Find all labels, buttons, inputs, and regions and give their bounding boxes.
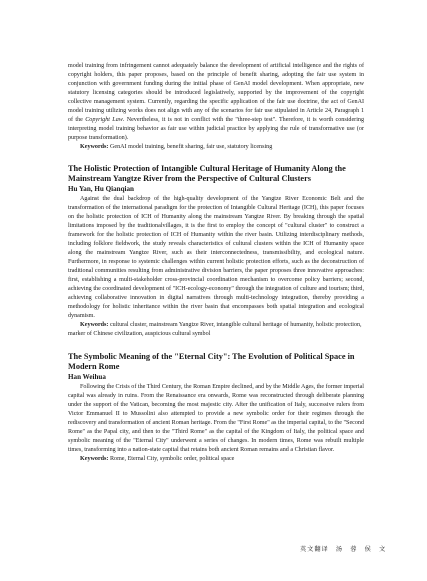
section1-body-text: model training from infringement cannot adequately balance the development of artificial intelligence and the rights of copyright holders, this paper proposes, based on the principle of benefit sharing, adopting the fair use system in conjunction with government funding during the initial phase of GenAI model development. When appropriate, new statutory licensing categories should be introduced legislatively, supported by the improvement of the copyright collective management system. Currently, regarding the specific application of the fair use doctrine, the act of GenAI model training utilizing works does not align with any of the scenarios for fair use stipulated in Article 24, Paragraph 1 of the <box>68 63 364 123</box>
section3-body: Following the Crisis of the Third Century, the Roman Empire declined, and by the Middle Ages, the former imperial capital was already in ruins. From the Renaissance era onwards, Rome was reconstructed through deliberate planning under the support of the Vatican, becoming the most majestic city. After the unification of Italy, successive rulers from Victor Emmanuel II to Mussolini also attempted to provide a new symbolic order for their regimes through the rediscovery and transformation of ancient Roman heritage. From the "First Rome" as the imperial capital, to the "Second Rome" as the Papal city, and then to the "Third Rome" as the capital of the Kingdom of Italy, the political space and symbolic meaning of the "Eternal City" underwent a series of changes. In modern times, Rome was rebuilt multiple times, transforming into a nation-state capital that retains both ancient Roman remains and a Christian flavor. <box>68 384 364 453</box>
keywords-text: cultural cluster, mainstream Yangtze River, intangible cultural heritage of humanity, holistic protection, marker of Chinese civilization, auspicious cultural symbol <box>68 322 362 337</box>
page-content <box>68 62 364 464</box>
section2-body: Against the dual backdrop of the high-quality development of the Yangtze River Economic Belt and the transformation of the international paradigm for the protection of Intangible Cultural Heritage (ICH), this paper focuses on the holistic protection of ICH of Humanity along the mainstream Yangtze River. By breaking through the spatial limitations imposed by the traditionalvillages, it is the first to employ the concept of "cultural cluster" to construct a framework for the holistic protection of ICH of Humanity within the river basin. Utilizing interdisciplinary methods, including folklore fieldwork, the study reveals characteristics of cultural clusters within the ICH of Humanity space along the mainstream Yangtze River, such as their interconnectedness, transmissibility, and ecological nature. Furthermore, in response to systemic challenges within current holistic protection efforts, such as the deconstruction of traditional communities resulting from administrative division barriers, the paper proposes three innovative approaches: first, establishing a multi-stakeholder cross-provincial coordination mechanism to overcome policy barriers; second, achieving the coordinated development of "ICH-ecology-economy" through the integration of culture and tourism; third, achieving collaborative innovation in digital narratives through multi-technology integration, thereby providing a methodology for holistic inheritance within the river basin that encompasses both spatial integration and ecological dynamism. <box>68 196 364 319</box>
keywords-label: Keywords: <box>80 144 109 150</box>
section2-author: Hu Yan, Hu Qianqian <box>68 185 134 193</box>
section3-author: Han Weihua <box>68 373 106 381</box>
keywords-text: Rome, Eternal City, symbolic order, political space <box>108 456 235 462</box>
section1-body <box>68 62 364 143</box>
section1-body-end: . Nevertheless, it is not in conflict with the "three-step test". Therefore, it is worth considering interpreting model training behavior as fair use within judicial practice by applying the rule of transformative use (or purpose transformation). <box>68 117 364 141</box>
keywords-label: Keywords: <box>80 322 109 328</box>
section2-keywords <box>68 321 364 339</box>
section1-body-italic: Copyright Law <box>85 117 123 123</box>
translator-credit: 英文翻译 汤 蓉 侯 文 <box>300 546 387 553</box>
keywords-text: GenAI model training, benefit sharing, fair use, statutory licensing <box>108 144 273 150</box>
section3-title: The Symbolic Meaning of the "Eternal City": The Evolution of Political Space in Modern Rome <box>68 352 355 371</box>
spacer <box>68 152 364 164</box>
spacer <box>68 339 364 352</box>
section2-title: The Holistic Protection of Intangible Cultural Heritage of Humanity Along the Mainstream Yangtze River from the Perspective of Cultural Clusters <box>68 164 346 183</box>
section3-keywords <box>68 455 364 464</box>
keywords-label: Keywords: <box>80 456 109 462</box>
section1-keywords <box>68 143 364 152</box>
